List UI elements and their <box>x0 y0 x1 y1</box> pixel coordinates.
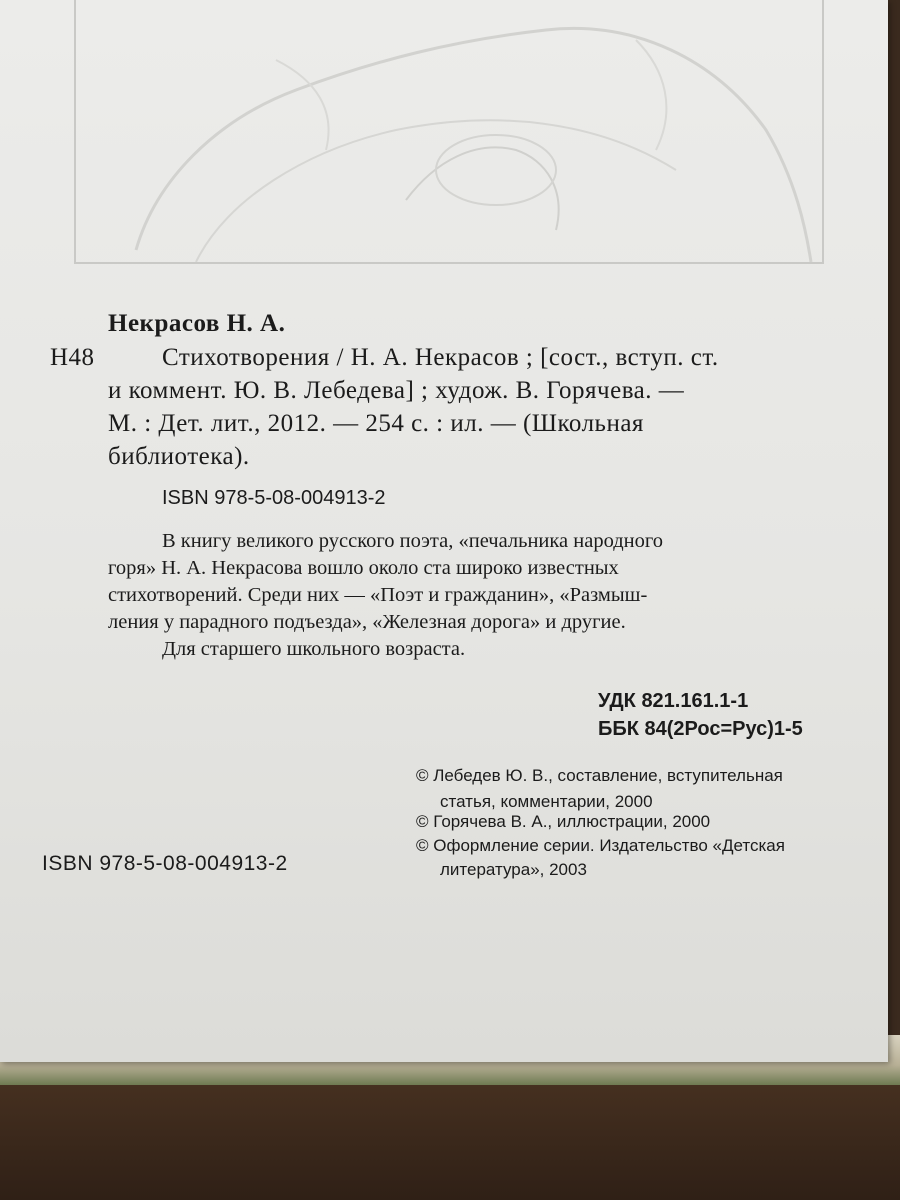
isbn-bottom: ISBN 978-5-08-004913-2 <box>42 852 288 875</box>
udk-code: УДК 821.161.1-1 <box>598 690 749 712</box>
catalog-line: Стихотворения / Н. А. Некрасов ; [сост., вступ. ст. <box>162 344 719 371</box>
annotation-line: стихотворений. Среди них — «Поэт и гражданин», «Размыш- <box>108 584 648 606</box>
copyright-line: литература», 2003 <box>440 860 587 879</box>
bbk-code: ББК 84(2Рос=Рус)1-5 <box>598 718 803 740</box>
annotation-line: В книгу великого русского поэта, «печальника народного <box>162 530 664 552</box>
audience-note: Для старшего школьного возраста. <box>162 638 466 660</box>
catalog-line: и коммент. Ю. В. Лебедева] ; худож. В. Горячева. — <box>108 377 685 404</box>
catalog-line: библиотека). <box>108 443 250 470</box>
faded-illustration <box>74 0 824 264</box>
copyright-line: © Лебедев Ю. В., составление, вступительная <box>416 766 783 785</box>
copyright-line: © Горячева В. А., иллюстрации, 2000 <box>416 812 711 831</box>
catalog-code: Н48 <box>50 344 95 371</box>
annotation-line: горя» Н. А. Некрасова вошло около ста широко известных <box>108 557 619 579</box>
catalog-author: Некрасов Н. А. <box>108 310 286 337</box>
copyright-line: © Оформление серии. Издательство «Детская <box>416 836 785 855</box>
copyright-line: статья, комментарии, 2000 <box>440 792 653 811</box>
catalog-line: М. : Дет. лит., 2012. — 254 с. : ил. — (Школьная <box>108 410 644 437</box>
catalog-isbn: ISBN 978-5-08-004913-2 <box>162 487 386 509</box>
annotation-line: ления у парадного подъезда», «Железная дорога» и другие. <box>108 611 626 633</box>
